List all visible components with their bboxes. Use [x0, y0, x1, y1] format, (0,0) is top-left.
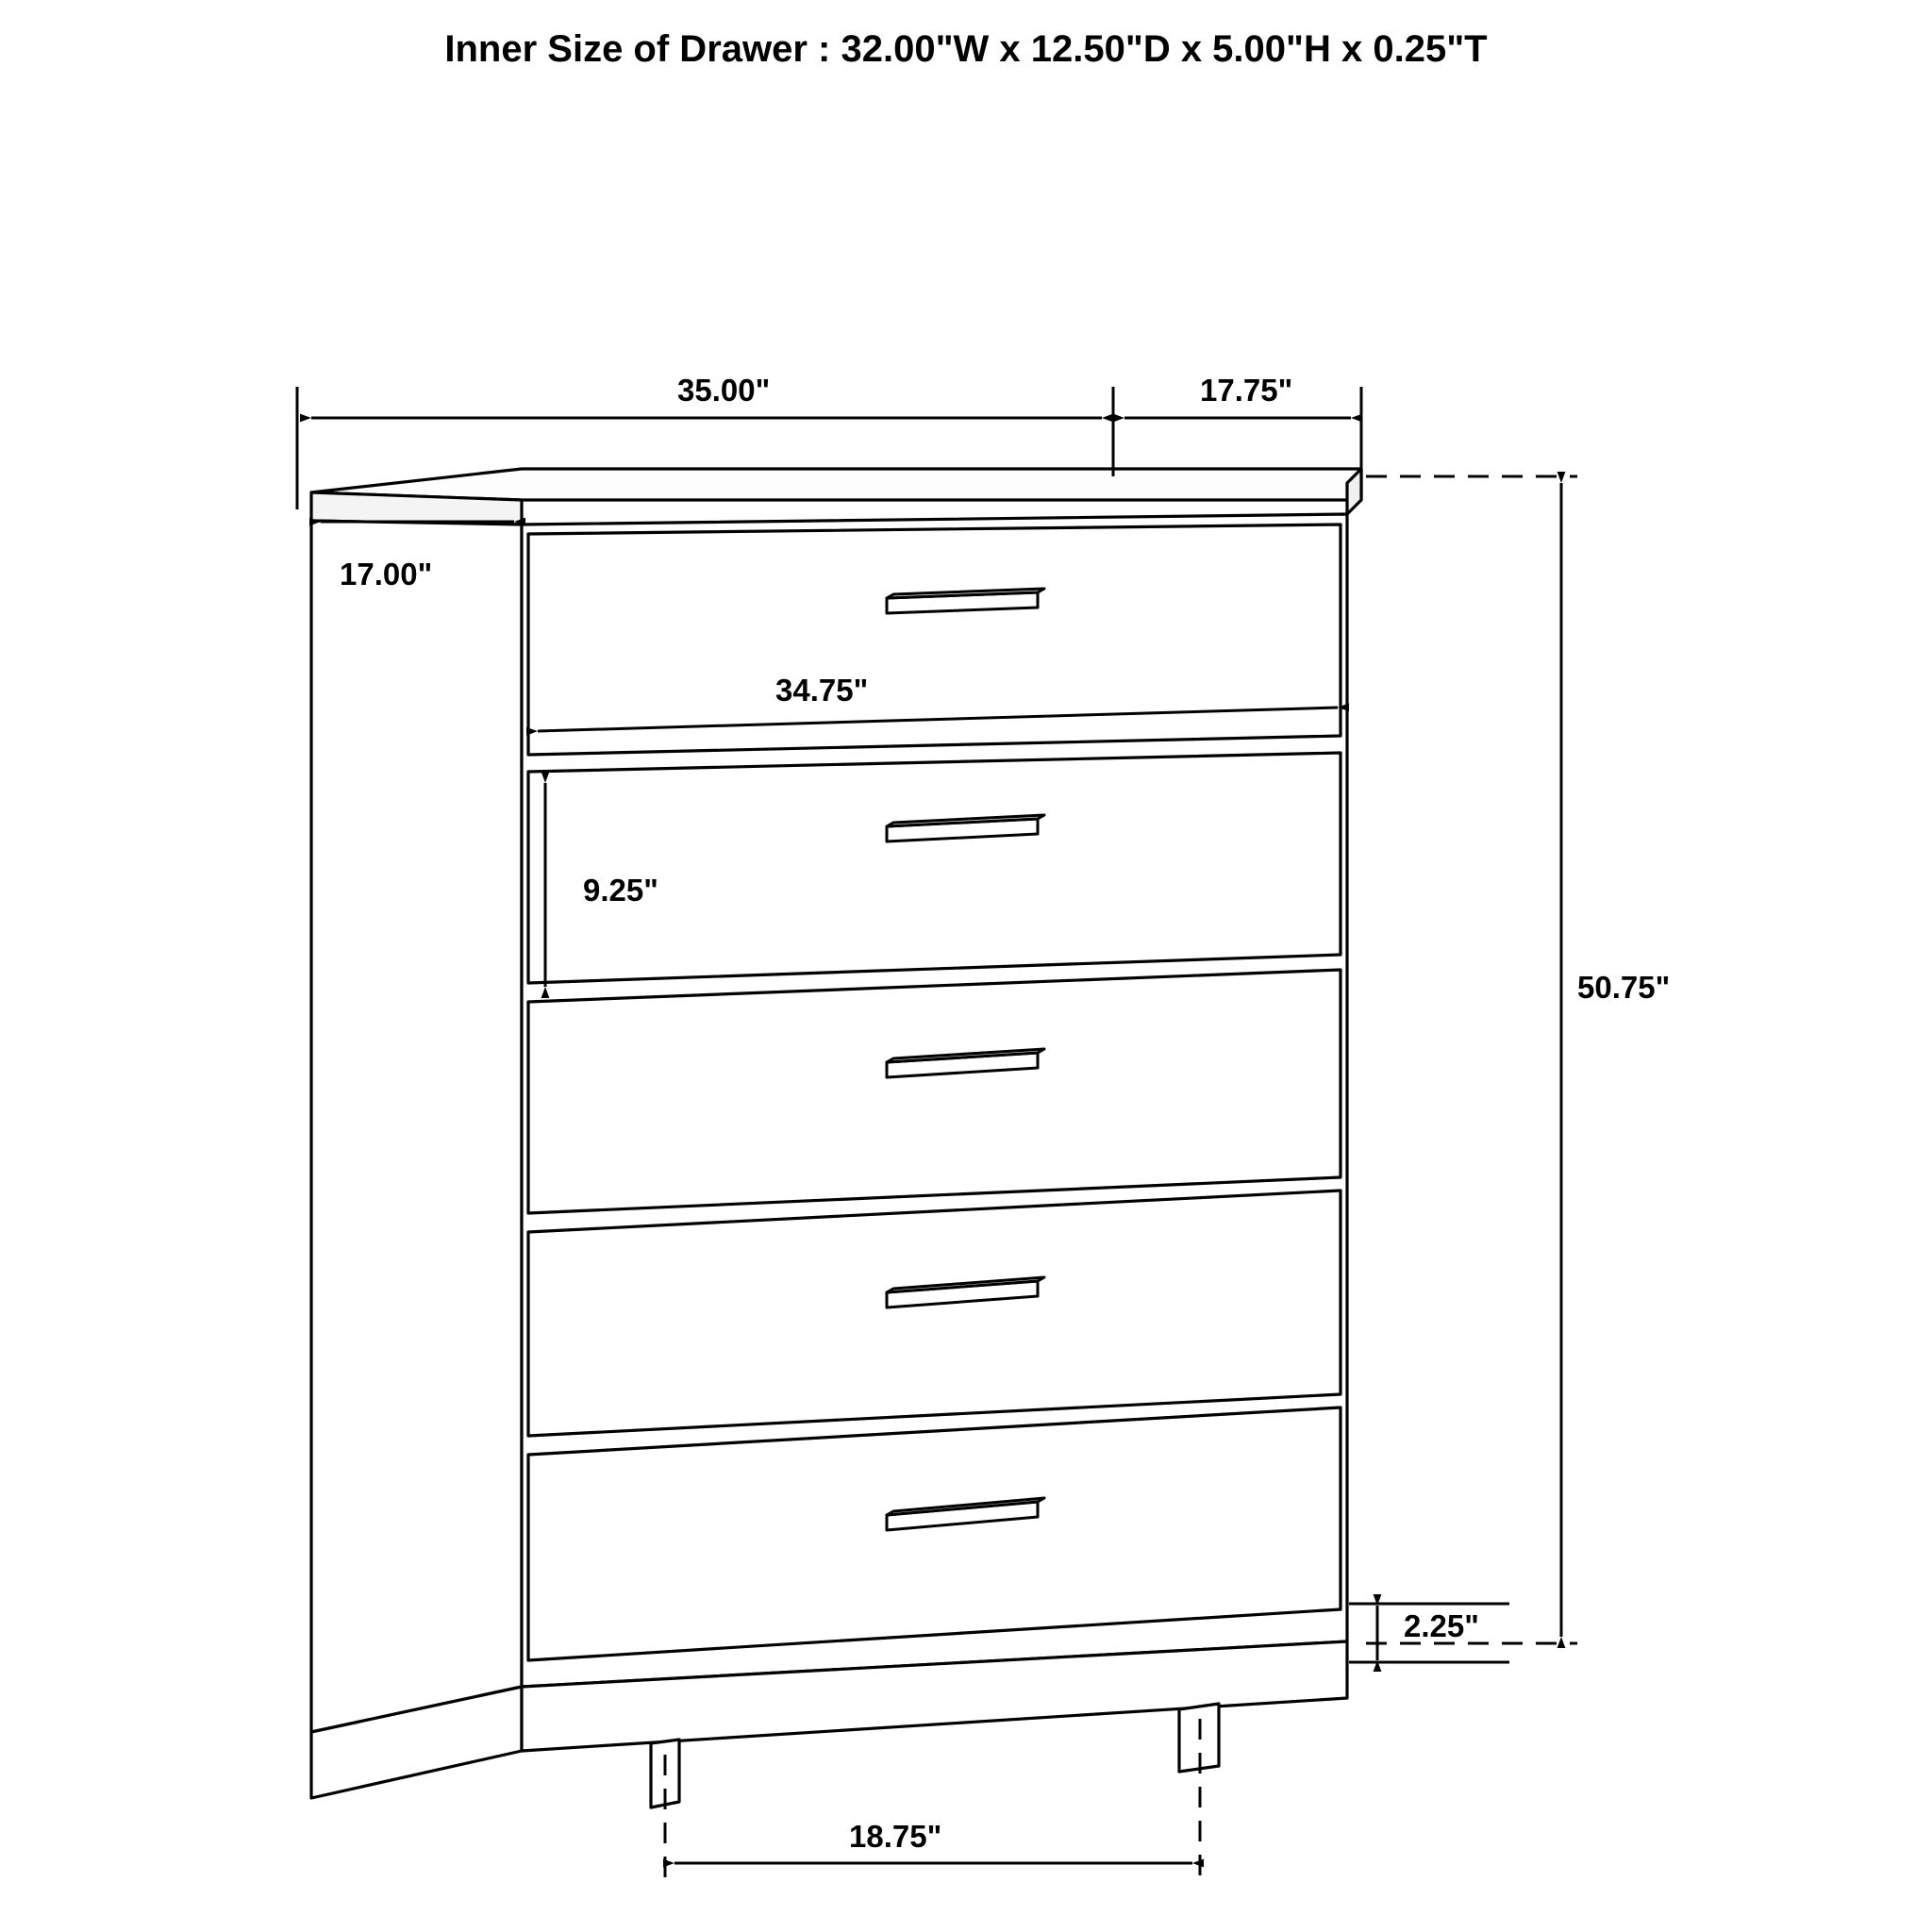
dim-label-drawer-height: 9.25": [583, 873, 658, 908]
chest-left-side-panel: [311, 521, 522, 1732]
dim-label-top-width: 35.00": [677, 373, 771, 408]
dim-label-foot-height: 2.25": [1404, 1608, 1479, 1643]
dim-label-top-depth: 17.75": [1200, 373, 1293, 408]
drawer-front-3: [528, 970, 1341, 1213]
dim-label-overall-height: 50.75": [1577, 970, 1671, 1005]
page-title: Inner Size of Drawer : 32.00"W x 12.50"D x 5.00"H x 0.25"T: [444, 28, 1488, 70]
drawer-front-4: [528, 1191, 1341, 1436]
dim-label-drawer-width: 34.75": [775, 673, 869, 708]
chest-top-surface: [311, 469, 1361, 500]
drawer-front-2: [528, 753, 1341, 983]
chest-body: [311, 469, 1361, 1807]
dim-label-side-depth: 17.00": [340, 557, 433, 591]
dim-label-foot-span: 18.75": [849, 1819, 942, 1854]
